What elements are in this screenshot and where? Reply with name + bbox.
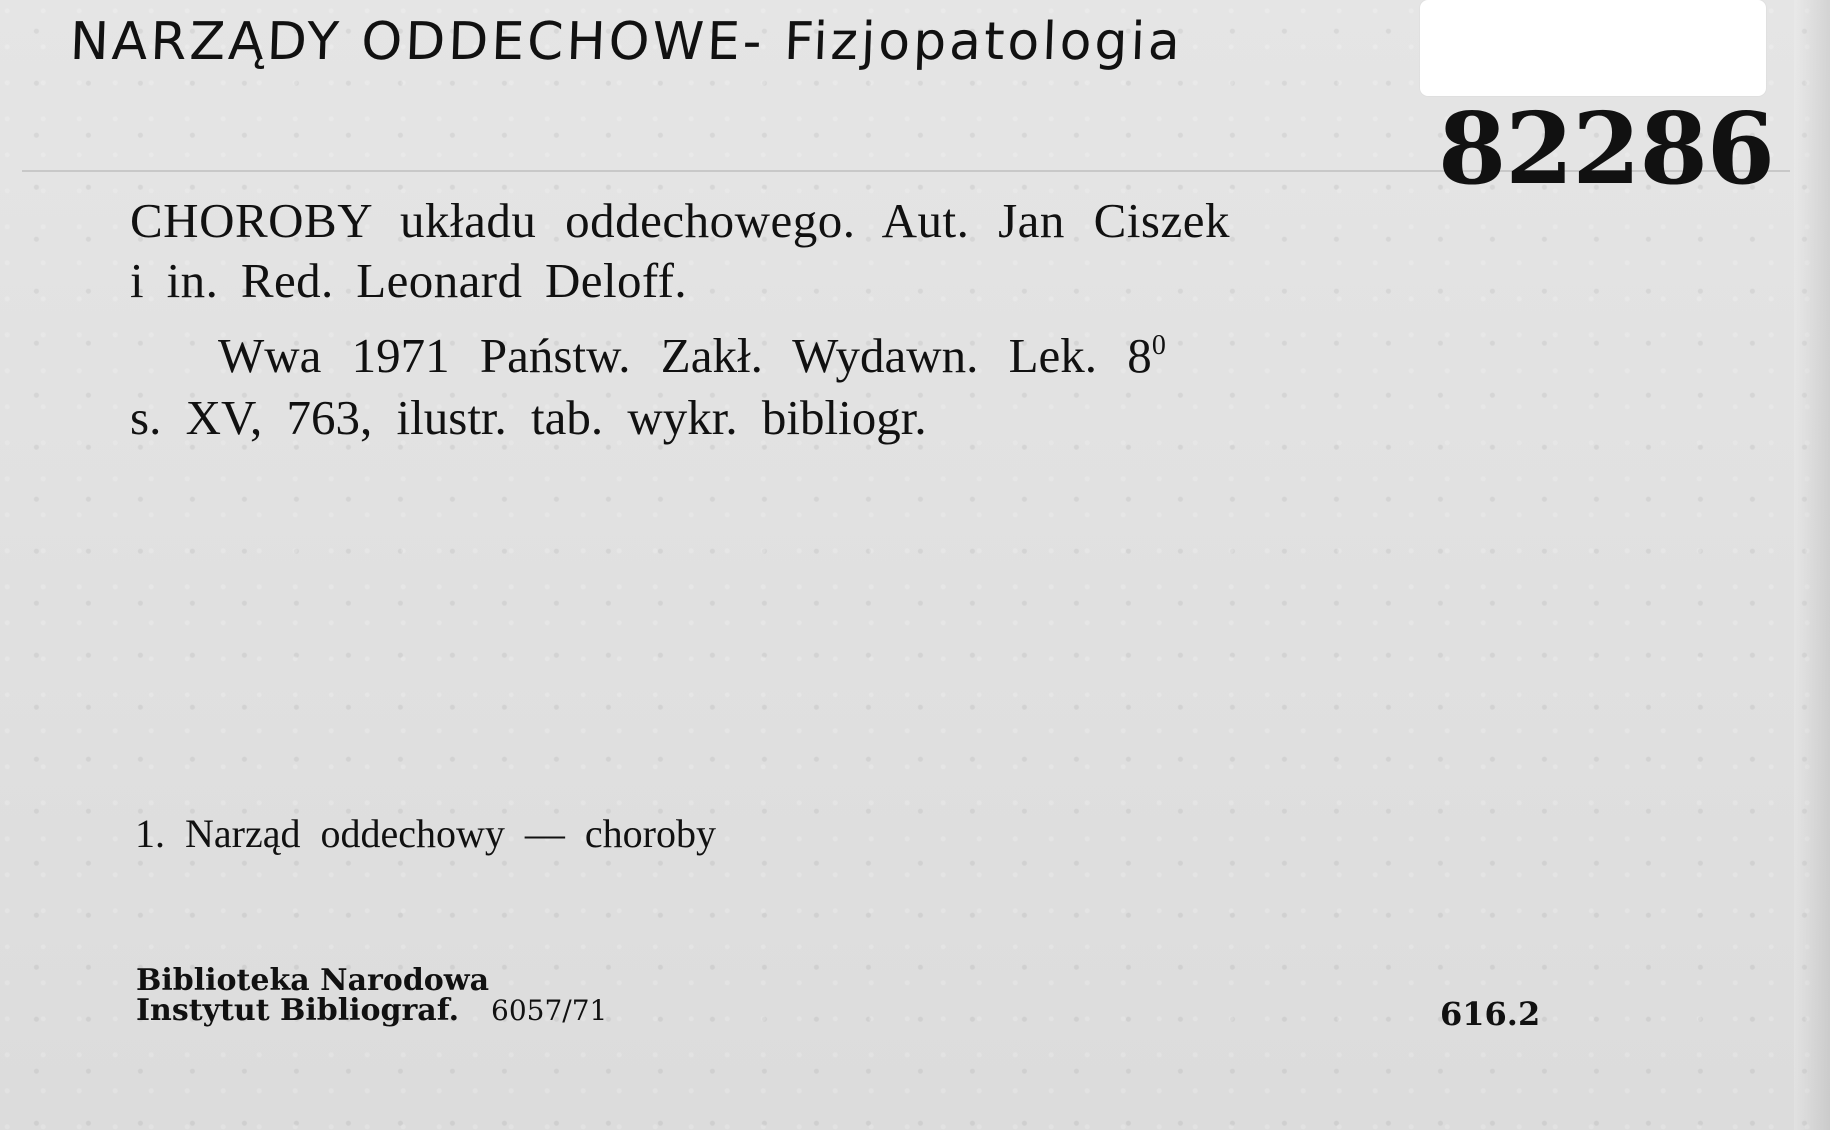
subject-heading: 1. Narząd oddechowy — choroby bbox=[135, 811, 716, 856]
institute-line bbox=[136, 993, 608, 1028]
format-superscript: 0 bbox=[1151, 330, 1166, 361]
handwritten-heading: NARZĄDY ODDECHOWE- Fizjopatologia bbox=[68, 12, 1184, 72]
title-line-1: CHOROBY układu oddechowego. Aut. Jan Ciszek bbox=[130, 193, 1230, 248]
label-sticker bbox=[1420, 0, 1766, 96]
imprint-main-text: Wwa 1971 Państw. Zakł. Wydawn. Lek. 8 bbox=[218, 328, 1152, 383]
institute-name: Instytut Bibliograf. bbox=[136, 993, 460, 1028]
classification-number: 616.2 bbox=[1440, 995, 1541, 1033]
imprint-line-2: s. XV, 763, ilustr. tab. wykr. bibliogr. bbox=[130, 390, 927, 445]
accession-number: 82286 bbox=[1438, 92, 1774, 207]
title-line-2: i in. Red. Leonard Deloff. bbox=[130, 253, 688, 308]
library-name: Biblioteka Narodowa bbox=[136, 963, 490, 998]
record-number: 6057/71 bbox=[491, 994, 608, 1027]
library-footer bbox=[136, 963, 608, 1028]
imprint-line-1 bbox=[218, 327, 1166, 384]
card-edge-shadow bbox=[1794, 0, 1830, 1130]
